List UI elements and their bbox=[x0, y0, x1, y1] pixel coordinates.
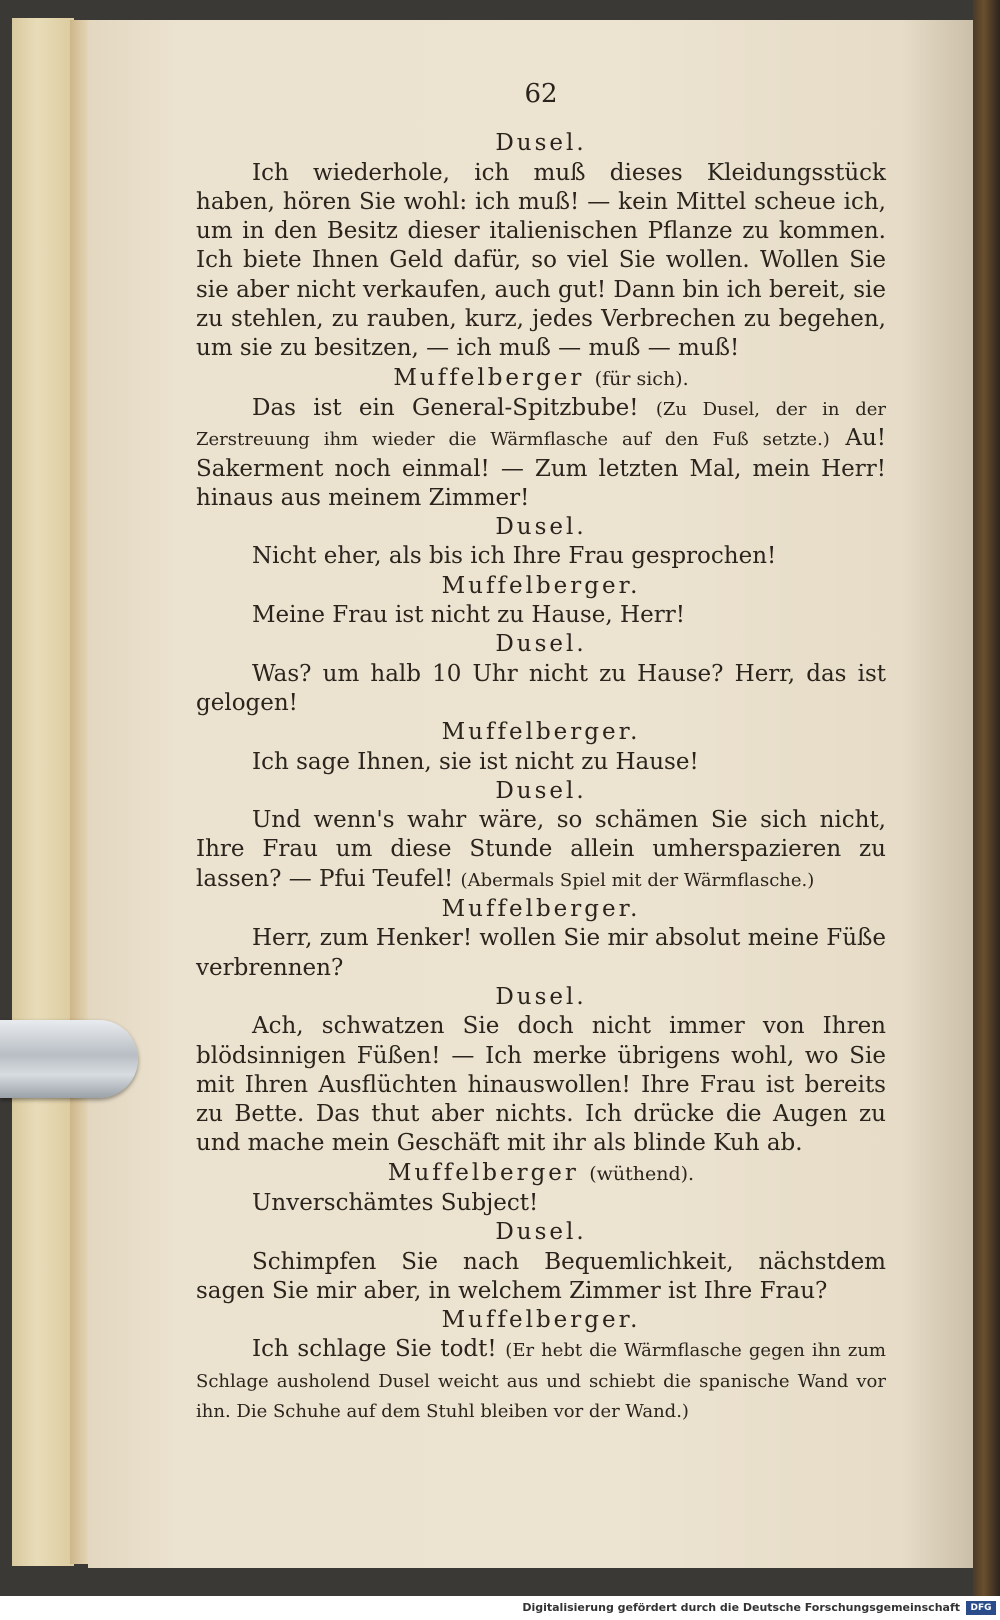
speaker-heading bbox=[196, 364, 886, 394]
dialogue-line: Ich sage Ihnen, sie ist nicht zu Hause! bbox=[252, 748, 699, 775]
dialogue-line: Ich wiederhole, ich muß dieses Kleidungsstück haben, hören Sie wohl: ich muß! — kein Mittel scheue ich, um in den Besitz dieser italienischen Pflanze zu kommen. Ich biete Ihnen Geld dafür, so viel Sie wollen. Wollen Sie sie aber nicht verkaufen, auch gut! Dann bin ich bereit, sie zu stehlen, zu rauben, kurz, jedes Verbrechen zu begehen, um sie zu besitzen, — ich muß — muß — muß! bbox=[196, 159, 886, 362]
dialogue-line: Meine Frau ist nicht zu Hause, Herr! bbox=[252, 602, 685, 629]
footer-bar bbox=[0, 1596, 1000, 1620]
speaker-heading bbox=[196, 1159, 886, 1189]
speaker-name: Muffelberger. bbox=[441, 1307, 641, 1334]
speaker-heading bbox=[196, 1218, 886, 1247]
dialogue-line: Was? um halb 10 Uhr nicht zu Hause? Herr, das ist gelogen! bbox=[196, 660, 886, 716]
page-stack-edge bbox=[12, 18, 74, 1566]
speaker-heading bbox=[196, 983, 886, 1012]
dialogue-line bbox=[196, 1335, 886, 1426]
page-text bbox=[196, 80, 886, 1426]
speaker-name: Dusel. bbox=[495, 1219, 587, 1246]
speaker-name: Muffelberger bbox=[393, 364, 585, 391]
dialogue-line: Herr, zum Henker! wollen Sie mir absolut meine Füße verbrennen? bbox=[196, 925, 886, 981]
dialogue-line bbox=[196, 806, 886, 895]
speaker-name: Muffelberger bbox=[387, 1159, 579, 1186]
dialogue-line: Ach, schwatzen Sie doch nicht immer von Ihren blödsinnigen Füßen! — Ich merke übrigens wohl, wo Sie mit Ihren Ausflüchten hinauswollen! Ihre Frau ist bereits zu Bette. Das thut aber nichts. Ich drücke die Augen zu und mache mein Geschäft mit ihr als blinde Kuh ab. bbox=[196, 1013, 886, 1157]
speaker-name: Muffelberger. bbox=[441, 572, 641, 599]
funding-credit: Digitalisierung gefördert durch die Deutsche Forschungsgemeinschaft bbox=[522, 1601, 960, 1614]
speaker-heading bbox=[196, 1306, 886, 1335]
page-clip bbox=[0, 1020, 138, 1098]
dialogue-text: Das ist ein General-Spitzbube! bbox=[252, 394, 639, 421]
speaker-heading bbox=[196, 513, 886, 542]
speaker-name: Muffelberger. bbox=[441, 719, 641, 746]
speaker-heading bbox=[196, 777, 886, 806]
dialogue-line: Schimpfen Sie nach Bequemlichkeit, nächstdem sagen Sie mir aber, in welchem Zimmer ist Ihre Frau? bbox=[196, 1248, 886, 1304]
dialogue-text: Au! Sakerment noch einmal! — Zum letzten Mal, mein Herr! hinaus aus meinem Zimmer! bbox=[196, 425, 887, 511]
book-spine bbox=[973, 0, 1000, 1596]
dialogue-line: Nicht eher, als bis ich Ihre Frau gesprochen! bbox=[252, 543, 777, 570]
dialogue-line bbox=[196, 394, 886, 513]
speaker-heading bbox=[196, 630, 886, 659]
dialogue-line: Unverschämtes Subject! bbox=[252, 1189, 539, 1216]
stage-direction: (Abermals Spiel mit der Wärmflasche.) bbox=[460, 869, 815, 891]
stage-direction: (für sich). bbox=[594, 367, 689, 390]
speaker-name: Muffelberger. bbox=[441, 896, 641, 923]
dialogue-text: Ich schlage Sie todt! bbox=[252, 1336, 497, 1363]
speaker-name: Dusel. bbox=[495, 514, 587, 541]
speaker-name: Dusel. bbox=[495, 983, 587, 1010]
speaker-heading bbox=[196, 895, 886, 924]
speaker-heading bbox=[196, 572, 886, 601]
speaker-name: Dusel. bbox=[495, 130, 587, 157]
speaker-heading bbox=[196, 129, 886, 158]
speaker-name: Dusel. bbox=[495, 777, 587, 804]
stage-direction: (wüthend). bbox=[589, 1162, 695, 1185]
stage-direction: (Er hebt die Wärmflasche gegen ihn zum Schlage ausholend Dusel weicht aus und schiebt die spanische Wand vor ihn. Die Schuhe auf dem Stuhl bleiben vor der Wand.) bbox=[196, 1340, 887, 1423]
dfg-logo: DFG bbox=[966, 1601, 996, 1615]
stage-direction: (Zu Dusel, der in der Zerstreuung ihm wieder die Wärmflasche auf den Fuß setzte.) bbox=[196, 398, 886, 451]
page-gutter bbox=[70, 20, 90, 1564]
speaker-name: Dusel. bbox=[495, 631, 587, 658]
page-number: 62 bbox=[524, 79, 558, 109]
speaker-heading bbox=[196, 718, 886, 747]
dialogue-text: Und wenn's wahr wäre, so schämen Sie sich nicht, Ihre Frau um diese Stunde allein umherspazieren zu lassen? — Pfui Teufel! bbox=[196, 807, 886, 892]
